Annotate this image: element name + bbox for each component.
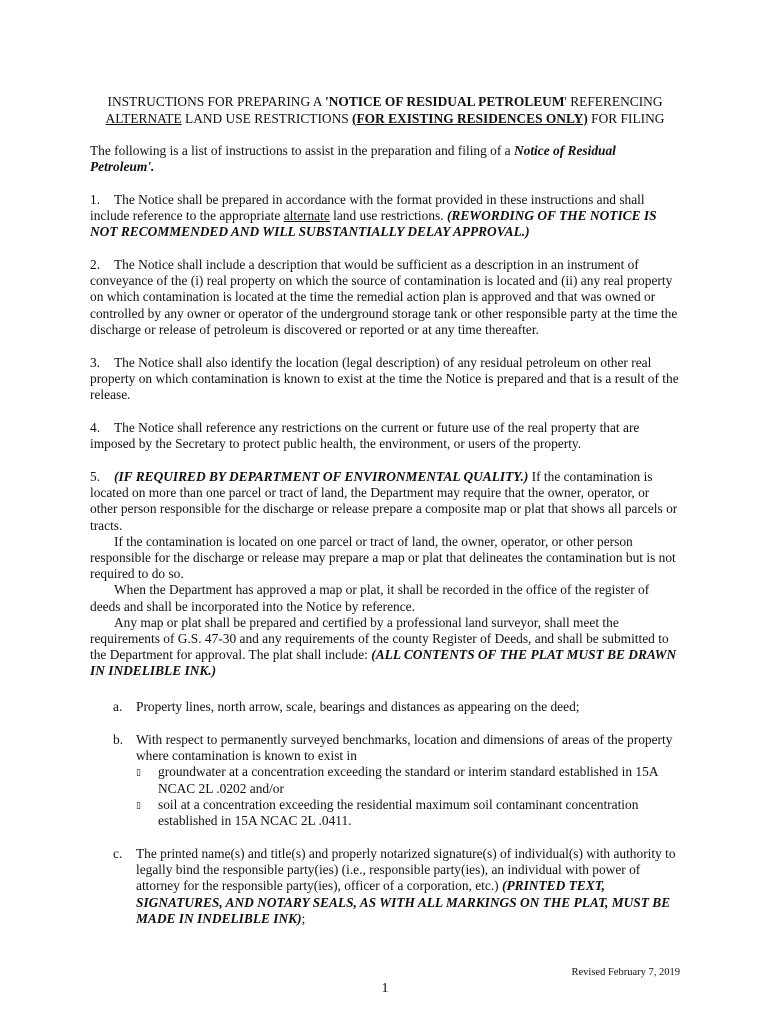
item-5-paragraph-1: 5. (IF REQUIRED BY DEPARTMENT OF ENVIRONMENTAL QUALITY.) If the contamination is located on more than one parcel or tract of land, the Department may require that the owner, operator, or other person responsible for the discharge or release prepare a composite map or plat that shows all parcels or tracts. (90, 469, 678, 533)
item-number: 4. (90, 420, 101, 435)
subitem-label: b. (113, 732, 124, 747)
title-underlined-text: ALTERNATE (105, 110, 182, 126)
item-5-paragraph-3: When the Department has approved a map or plat, it shall be recorded in the office of the register of deeds and shall be incorporated into the Notice by reference. (90, 582, 650, 614)
item-number: 2. (90, 257, 101, 272)
item-5-paragraph-4: Any map or plat shall be prepared and certified by a professional land surveyor, shall meet the requirements of G.S. 47-30 and any requirements of the county Register of Deeds, and shall be submitted to the Department for approval. The plat shall include: (ALL CONTENTS OF THE PLAT MUST BE DRAWN IN INDELIBLE INK.) (90, 614, 677, 679)
title-bold-underlined-text: (FOR EXISTING RESIDENCES ONLY) (352, 110, 588, 126)
item-number: 3. (90, 355, 101, 370)
plat-ink-emphasis: (ALL CONTENTS OF THE PLAT MUST BE DRAWN IN INDELIBLE INK.) (90, 647, 677, 679)
intro-emphasis: Notice of Residual Petroleum'. (90, 143, 616, 175)
ink-requirement-emphasis: (PRINTED TEXT, SIGNATURES, AND NOTARY SEALS, AS WITH ALL MARKINGS ON THE PLAT, MUST BE MADE IN INDELIBLE INK) (136, 878, 671, 926)
title-text: LAND USE RESTRICTIONS (181, 110, 353, 126)
item-number: 5. (90, 469, 101, 484)
intro-paragraph: The following is a list of instructions to assist in the preparation and filing of a Notice of Residual Petroleum'. (90, 143, 616, 175)
subitem-a: a. Property lines, north arrow, scale, bearings and distances as appearing on the deed; (113, 699, 580, 714)
bullet-box-icon: ▯ (136, 767, 141, 778)
title-text: ' REFERENCING (564, 94, 663, 109)
item-1-emphasis: (REWORDING OF THE NOTICE IS NOT RECOMMENDED AND WILL SUBSTANTIALLY DELAY APPROVAL.) (90, 208, 657, 240)
underlined-word: alternate (283, 208, 330, 224)
item-3: 3. The Notice shall also identify the location (legal description) of any residual petroleum on other real property on which contamination is known to exist at the time the Notice is prepared and that is a result of the release. (90, 355, 679, 403)
bullet-box-icon: ▯ (136, 799, 141, 810)
item-number: 1. (90, 192, 101, 207)
page-number: 1 (381, 981, 389, 996)
bullet-soil: ▯ soil at a concentration exceeding the residential maximum soil contaminant concentration established in 15A NCAC 2L .0411. (136, 796, 639, 829)
item-5-emphasis: (IF REQUIRED BY DEPARTMENT OF ENVIRONMENTAL QUALITY.) (114, 469, 529, 484)
title-line-1 (60, 94, 710, 111)
subitem-b: b. With respect to permanently surveyed benchmarks, location and dimensions of areas of the property where contamination is known to exist in ▯ groundwater at a concentration exceeding the standard or interim standard established in 15A NCAC 2L .0202 and/or ▯ soil at a concentration exceeding the residential maximum soil contaminant concentration established in 15A NCAC 2L .0411. (113, 732, 683, 829)
item-2: 2. The Notice shall include a description that would be sufficient as a description in an instrument of conveyance of the (i) real property on which the source of contamination is located and (ii) any real property on which contamination is located at the time the remedial action plan is approved and that was owned or controlled by any owner or operator of the underground storage tank or other responsible party at the time the discharge or release of petroleum is discovered or reported or at any time thereafter. (90, 257, 678, 337)
title-bold-text: 'NOTICE OF RESIDUAL PETROLEUM (325, 94, 565, 109)
item-5-paragraph-2: If the contamination is located on one parcel or tract of land, the owner, operator, or other person responsible for the discharge or release may prepare a map or plat that delineates the contamination but is not required to do so. (90, 533, 676, 582)
document-title (60, 94, 710, 127)
item-5 (90, 469, 680, 680)
subitem-label: a. (113, 699, 123, 714)
title-line-2 (60, 111, 710, 128)
revision-date: Revised February 7, 2019 (571, 967, 680, 978)
bullet-groundwater: ▯ groundwater at a concentration exceeding the standard or interim standard established in 15A NCAC 2L .0202 and/or (136, 764, 658, 796)
item-4: 4. The Notice shall reference any restrictions on the current or future use of the real property that are imposed by the Secretary to protect public health, the environment, or users of the property. (90, 420, 640, 452)
title-text: FOR FILING (587, 110, 665, 126)
title-text: INSTRUCTIONS FOR PREPARING A (107, 94, 326, 109)
subitem-label: c. (113, 846, 123, 861)
item-1: 1. The Notice shall be prepared in accordance with the format provided in these instructions and shall include reference to the appropriate alternate land use restrictions. (REWORDING OF THE NOTICE IS NOT RECOMMENDED AND WILL SUBSTANTIALLY DELAY APPROVAL.) (90, 192, 657, 240)
subitem-c: c. The printed name(s) and title(s) and properly notarized signature(s) of individual(s) with authority to legally bind the responsible party(ies) (i.e., responsible party(ies), an individual with power of attorney for the responsible party(ies), officer of a corporation, etc.) (PRINTED TEXT, SIGNATURES, AND NOTARY SEALS, AS WITH ALL MARKINGS ON THE PLAT, MUST BE MADE IN INDELIBLE INK); (113, 846, 676, 926)
